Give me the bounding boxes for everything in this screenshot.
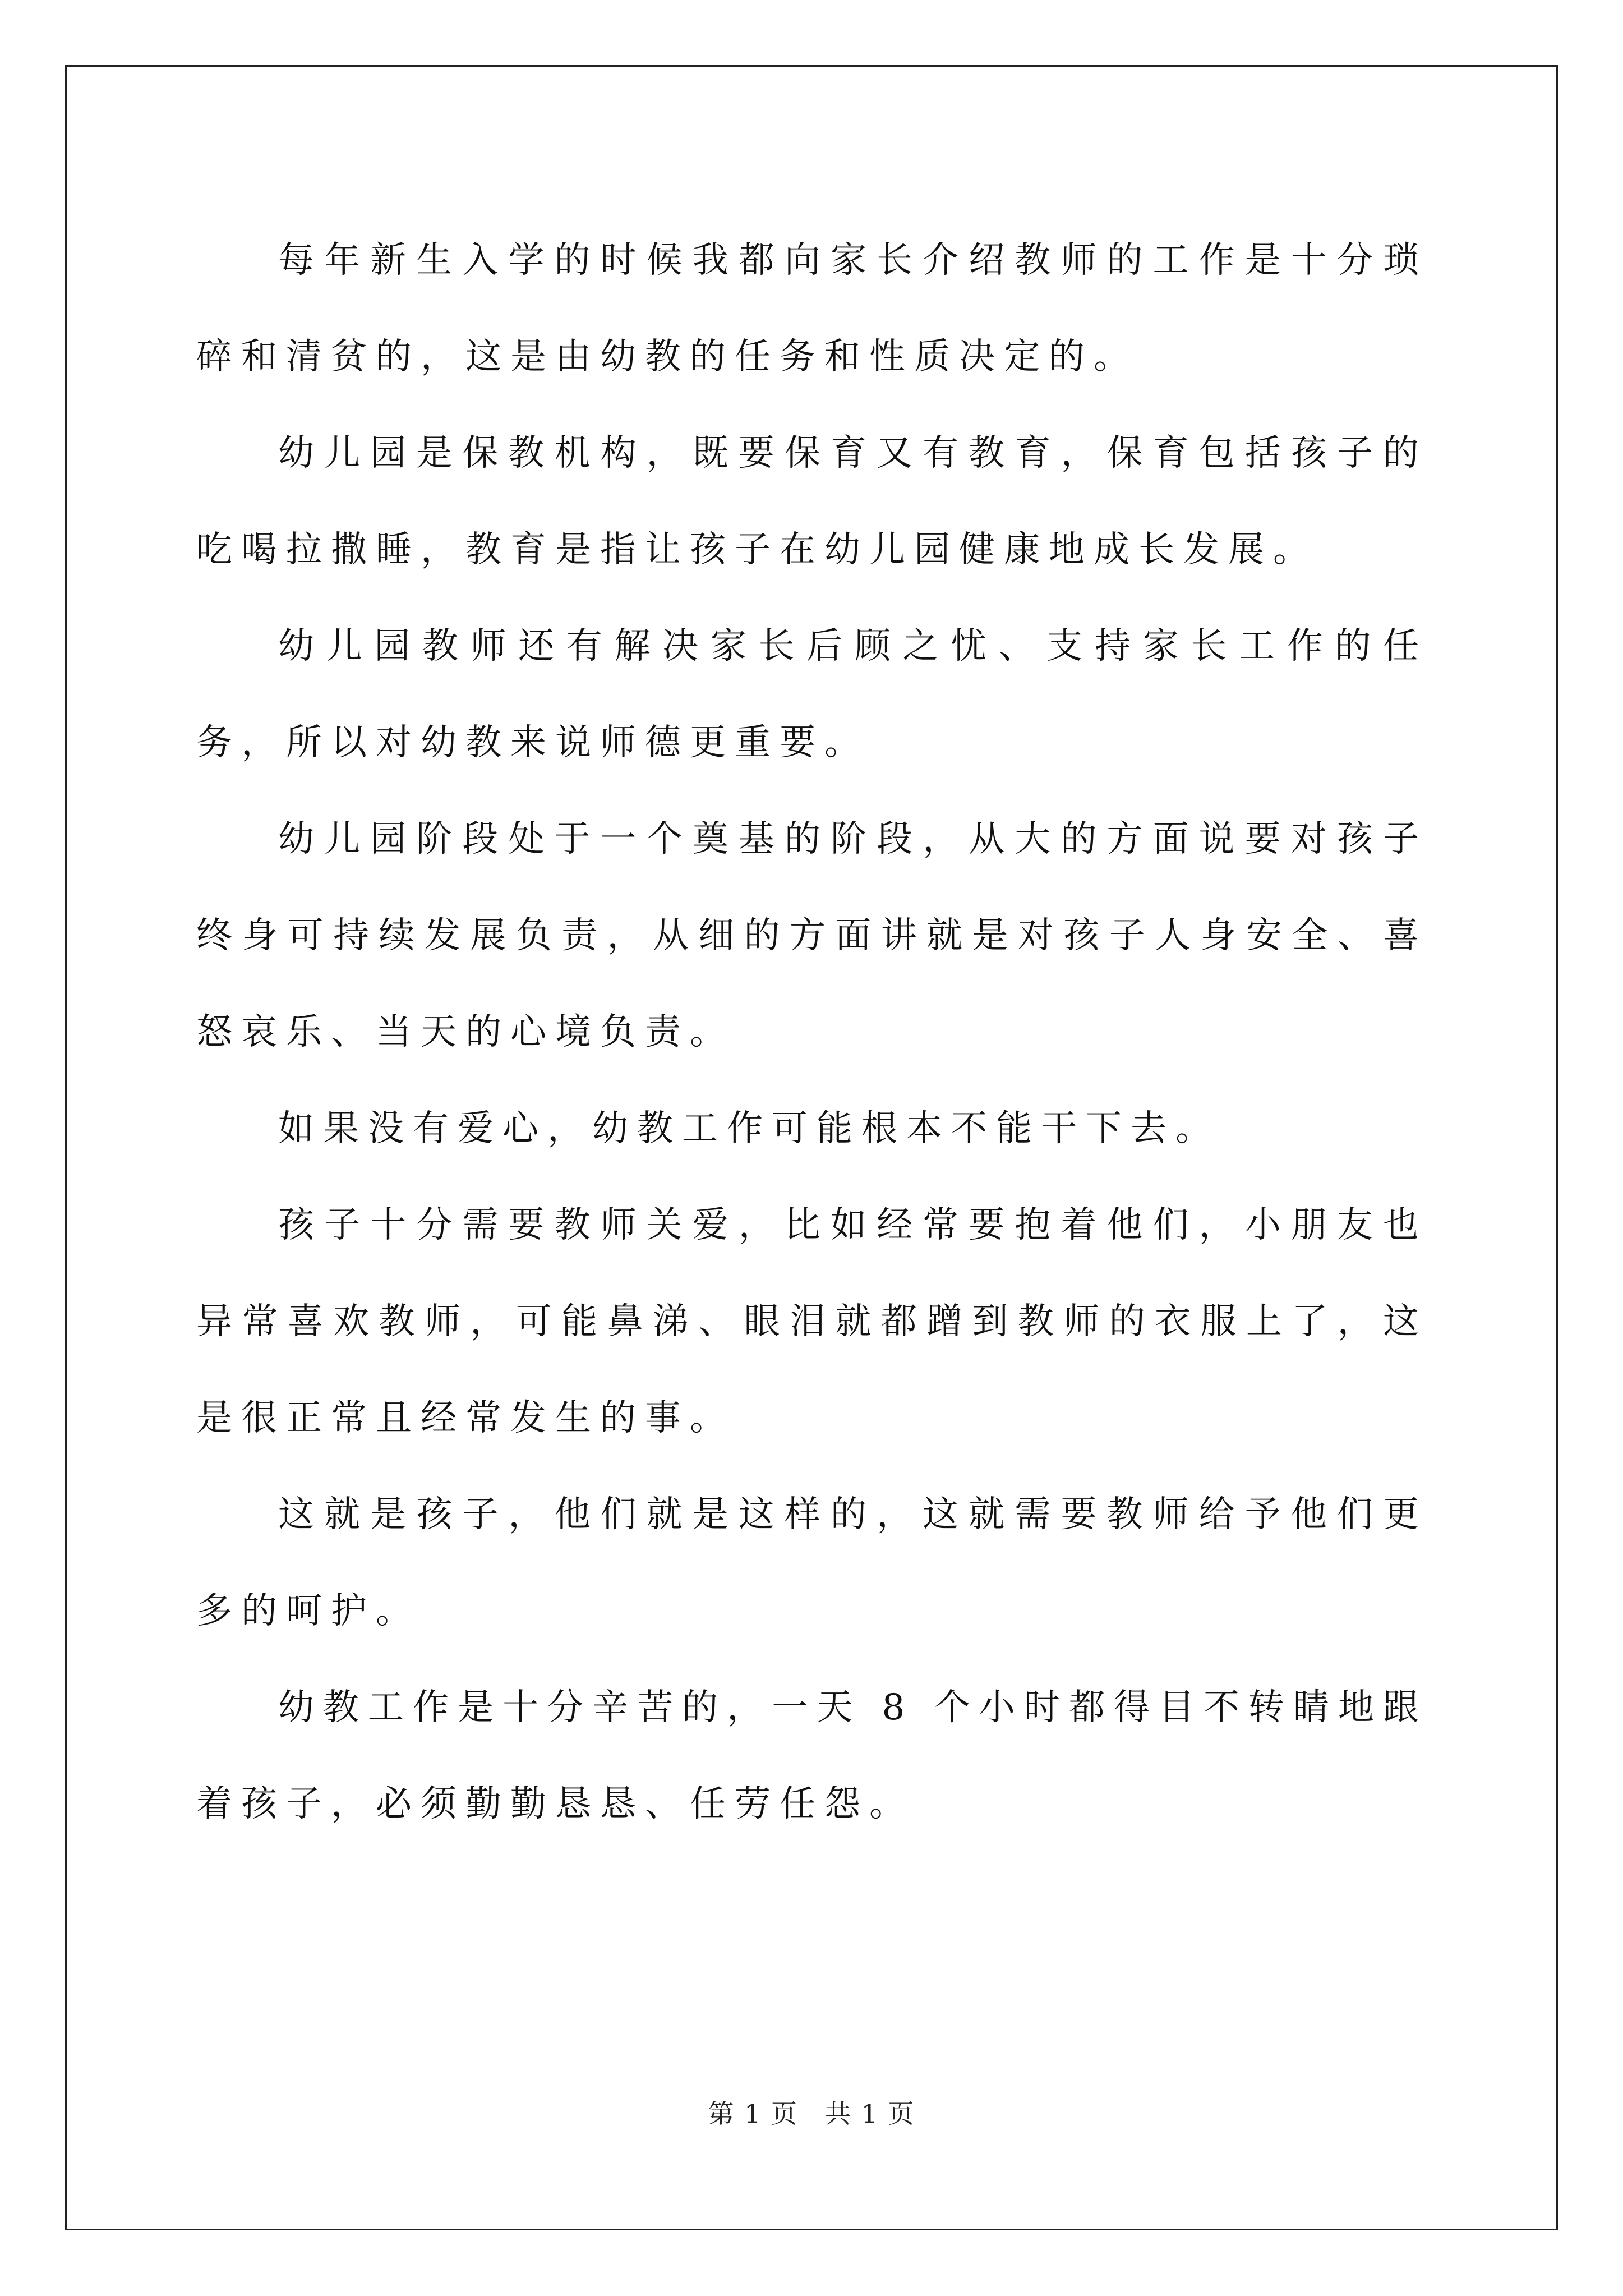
paragraph-8: 幼教工作是十分辛苦的，一天 8 个小时都得目不转睛地跟着孩子，必须勤勤恳恳、任劳任怨。 bbox=[196, 1687, 1428, 1825]
paragraph-2: 幼儿园是保教机构，既要保育又有教育，保育包括孩子的吃喝拉撒睡，教育是指让孩子在幼儿园健康地成长发展。 bbox=[196, 432, 1428, 570]
page-number-footer: 第 1 页 共 1 页 bbox=[708, 2099, 915, 2129]
paragraph-1: 每年新生入学的时候我都向家长介绍教师的工作是十分琐碎和清贫的，这是由幼教的任务和性质决定的。 bbox=[196, 240, 1428, 378]
paragraph-7: 这就是孩子，他们就是这样的，这就需要教师给予他们更多的呵护。 bbox=[196, 1494, 1428, 1632]
paragraph-3: 幼儿园教师还有解决家长后顾之忧、支持家长工作的任务，所以对幼教来说师德更重要。 bbox=[196, 625, 1428, 763]
paragraph-4: 幼儿园阶段处于一个奠基的阶段，从大的方面说要对孩子终身可持续发展负责，从细的方面讲就是对孩子人身安全、喜怒哀乐、当天的心境负责。 bbox=[196, 818, 1428, 1053]
paragraph-6: 孩子十分需要教师关爱，比如经常要抱着他们，小朋友也异常喜欢教师，可能鼻涕、眼泪就都蹭到教师的衣服上了，这是很正常且经常发生的事。 bbox=[196, 1204, 1428, 1439]
paragraph-5: 如果没有爱心，幼教工作可能根本不能干下去。 bbox=[278, 1108, 1220, 1149]
document-body bbox=[196, 212, 1428, 1852]
